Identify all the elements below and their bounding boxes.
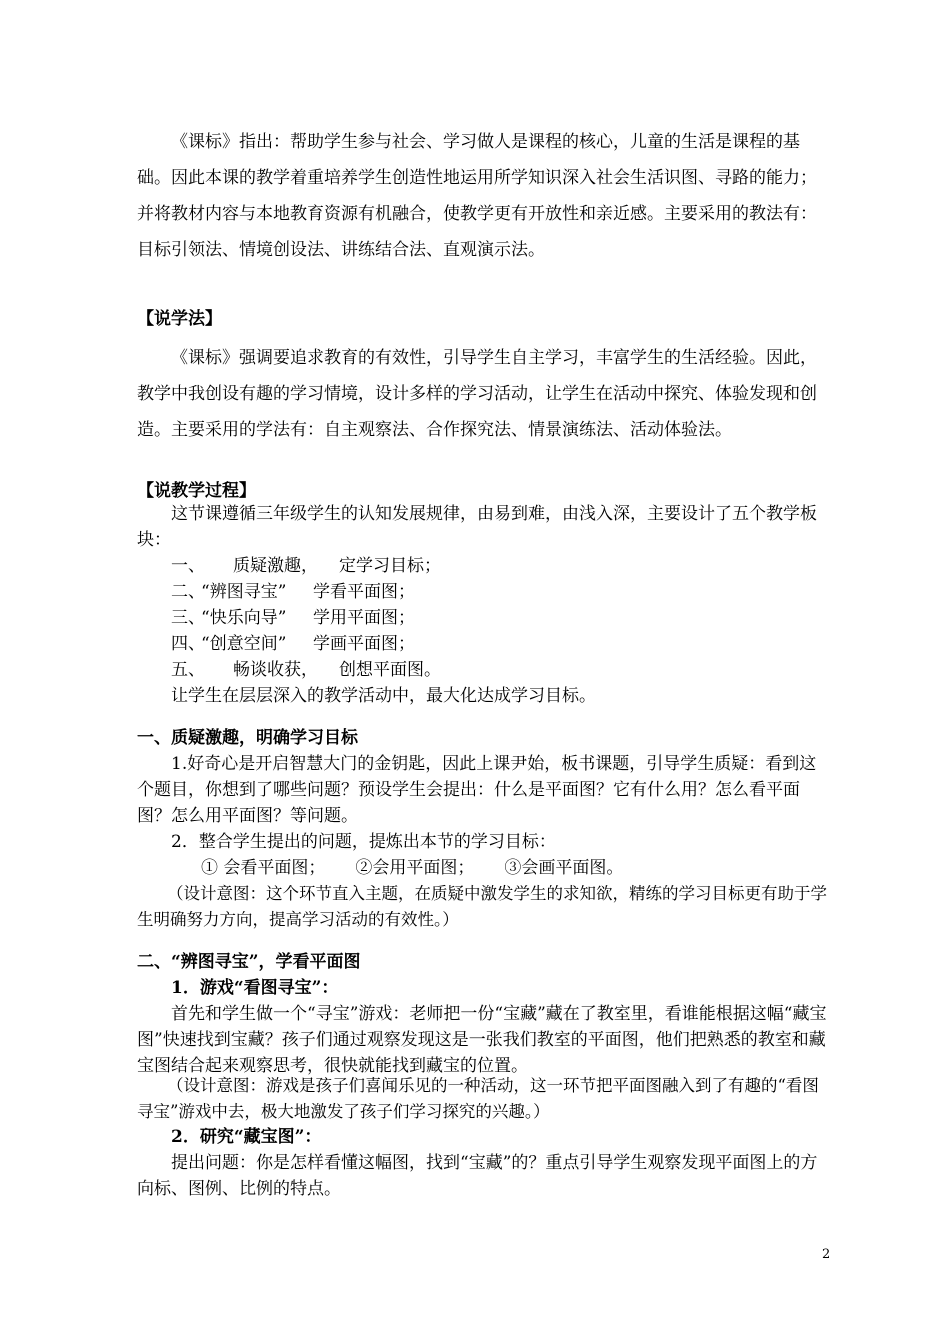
heading-section-two: 二、“辨图寻宝”，学看平面图 bbox=[137, 952, 361, 972]
subheading-map-study: 2．研究“藏宝图”： bbox=[171, 1127, 322, 1147]
design-note-one: （设计意图：这个环节直入主题，在质疑中激发学生的求知欲，精练的学习目标更有助于学生明确努力方向，提高学习活动的有效性。） bbox=[137, 884, 827, 929]
list-item: 三、 “快乐向导” 学用平面图； bbox=[171, 608, 415, 628]
heading-section-one: 一、质疑激趣，明确学习目标 bbox=[137, 728, 358, 748]
list-item: 二、 “辨图寻宝” 学看平面图； bbox=[171, 582, 415, 602]
list-item: 五、 畅谈收获， 创想平面图。 bbox=[171, 660, 441, 680]
paragraph-process-summary: 让学生在层层深入的教学活动中，最大化达成学习目标。 bbox=[171, 686, 596, 706]
paragraph-map-study: 提出问题：你是怎样看懂这幅图，找到“宝藏”的？重点引导学生观察发现平面图上的方向标、图例、比例的特点。 bbox=[137, 1153, 818, 1199]
paragraph-one-1: 1.好奇心是开启智慧大门的金钥匙，因此上课尹始，板书课题，引导学生质疑：看到这个题目，你想到了哪些问题？预设学生会提出：什么是平面图？它有什么用？怎么看平面图？怎么用平面图？等问题。 bbox=[137, 754, 817, 826]
list-item: 四、 “创意空间” 学画平面图； bbox=[171, 634, 415, 654]
list-item: 一、 质疑激趣， 定学习目标； bbox=[171, 556, 441, 576]
paragraph-game: 首先和学生做一个“寻宝”游戏：老师把一份“宝藏”藏在了教室里，看谁能根据这幅“藏宝图”快速找到宝藏？孩子们通过观察发现这是一张我们教室的平面图，他们把熟悉的教室和藏宝图结合起来观察思考，很快就能找到藏宝的位置。 bbox=[137, 1004, 827, 1076]
heading-teaching-process: 【说教学过程】 bbox=[137, 481, 256, 501]
design-note-two: （设计意图：游戏是孩子们喜闻乐见的一种活动，这一环节把平面图融入到了有趣的“看图寻宝”游戏中去，极大地激发了孩子们学习探究的兴趣。） bbox=[137, 1076, 819, 1121]
goal-item: ③会画平面图。 bbox=[504, 858, 624, 878]
heading-learning-methods: 【说学法】 bbox=[137, 309, 222, 329]
paragraph-process-intro: 这节课遵循三年级学生的认知发展规律，由易到难，由浅入深，主要设计了五个教学板块： bbox=[137, 504, 817, 550]
paragraph-teaching-methods: 《课标》指出：帮助学生参与社会、学习做人是课程的核心，儿童的生活是课程的基础。因此本课的教学着重培养学生创造性地运用所学知识深入社会生活识图、寻路的能力；并将教材内容与本地教育资源有机融合，使教学更有开放性和亲近感。主要采用的教法有：目标引领法、情境创设法、讲练结合法、直观演示法。 bbox=[137, 132, 817, 260]
paragraph-one-2: 2．整合学生提出的问题，提炼出本节的学习目标： bbox=[171, 832, 556, 852]
subheading-game: 1．游戏“看图寻宝”： bbox=[171, 978, 339, 998]
goal-item: ②会用平面图； bbox=[355, 858, 475, 878]
teaching-blocks-list bbox=[171, 553, 731, 683]
goal-item: ① 会看平面图； bbox=[201, 858, 326, 878]
learning-goals bbox=[137, 855, 896, 881]
paragraph-learning-methods: 《课标》强调要追求教育的有效性，引导学生自主学习，丰富学生的生活经验。因此，教学中我创设有趣的学习情境，设计多样的学习活动，让学生在活动中探究、体验发现和创造。主要采用的学法有：自主观察法、合作探究法、情景演练法、活动体验法。 bbox=[137, 348, 817, 440]
page-number: 2 bbox=[822, 1247, 831, 1262]
